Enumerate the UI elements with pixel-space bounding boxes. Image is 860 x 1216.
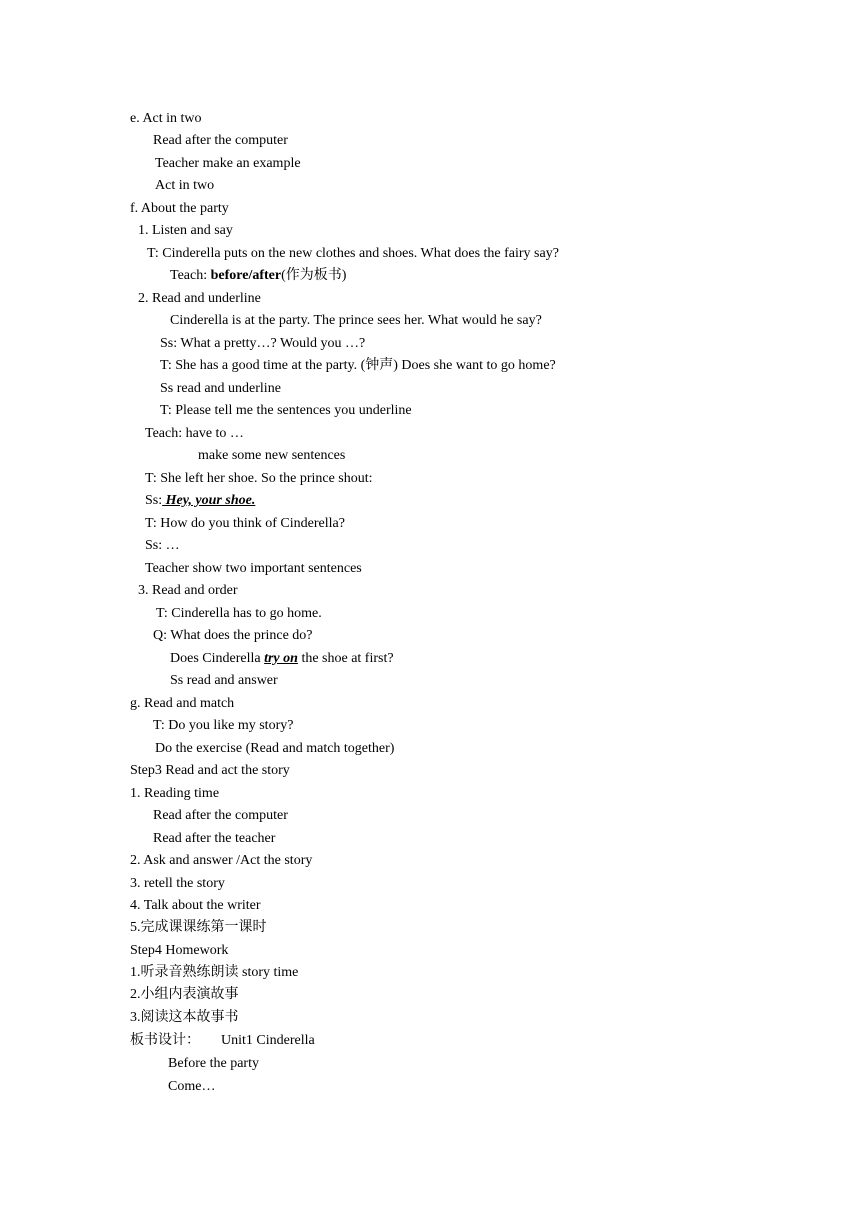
emphasized-text: Hey, your shoe.	[162, 493, 256, 508]
text-line: Step4 Homework	[130, 943, 229, 958]
text-line: 3. retell the story	[130, 876, 225, 891]
text-line: Teacher show two important sentences	[145, 561, 362, 576]
text-line: T: She has a good time at the party. (钟声) Does she want to go home?	[160, 358, 556, 373]
text-line: Read after the computer	[153, 133, 288, 148]
text-line: Q: What does the prince do?	[153, 628, 313, 643]
text-line: make some new sentences	[198, 448, 346, 463]
text-line: Come…	[168, 1079, 216, 1094]
text-line: 2. Ask and answer /Act the story	[130, 853, 313, 868]
text-line: e. Act in two	[130, 111, 202, 126]
text-line: 2.小组内表演故事	[130, 987, 239, 1002]
text-line: Teach: before/after(作为板书)	[170, 268, 347, 283]
bold-text: before/after	[210, 268, 282, 283]
text-line: 1.听录音熟练朗读 story time	[130, 965, 299, 980]
text-line: Ss read and answer	[170, 673, 278, 688]
text-line: 4. Talk about the writer	[130, 898, 261, 913]
text-line: Cinderella is at the party. The prince sees her. What would he say?	[170, 313, 542, 328]
text-line: T: Please tell me the sentences you underline	[160, 403, 412, 418]
text-line: Step3 Read and act the story	[130, 763, 290, 778]
text-line: Ss read and underline	[160, 381, 281, 396]
text-line: 1. Reading time	[130, 786, 220, 801]
emphasized-text: try on	[264, 651, 298, 666]
text-line: Ss: What a pretty…? Would you …?	[160, 336, 366, 351]
text-line: g. Read and match	[130, 696, 235, 711]
text-line: 3. Read and order	[138, 583, 238, 598]
text-line: Before the party	[168, 1056, 259, 1071]
text-line: Act in two	[155, 178, 215, 193]
text-line: 2. Read and underline	[138, 291, 261, 306]
text-line: T: Cinderella puts on the new clothes and shoes. What does the fairy say?	[147, 246, 559, 261]
text-line: 1. Listen and say	[138, 223, 233, 238]
text-line: f. About the party	[130, 201, 229, 216]
text-line: 板书设计： Unit1 Cinderella	[130, 1033, 315, 1048]
text-line: Ss: Hey, your shoe.	[145, 493, 256, 508]
text-line: 3.阅读这本故事书	[130, 1010, 239, 1025]
text-line: Teach: have to …	[145, 426, 244, 441]
text-line: Read after the computer	[153, 808, 288, 823]
text-line: Do the exercise (Read and match together)	[155, 741, 395, 756]
text-line: T: Do you like my story?	[153, 718, 294, 733]
text-line: Ss: …	[145, 538, 180, 553]
text-line: 5.完成课课练第一课时	[130, 920, 267, 935]
text-line: Teacher make an example	[155, 156, 301, 171]
text-line: T: How do you think of Cinderella?	[145, 516, 345, 531]
text-line: Read after the teacher	[153, 831, 276, 846]
text-line: T: She left her shoe. So the prince shout:	[145, 471, 373, 486]
text-line: Does Cinderella try on the shoe at first?	[170, 651, 394, 666]
text-line: T: Cinderella has to go home.	[156, 606, 322, 621]
